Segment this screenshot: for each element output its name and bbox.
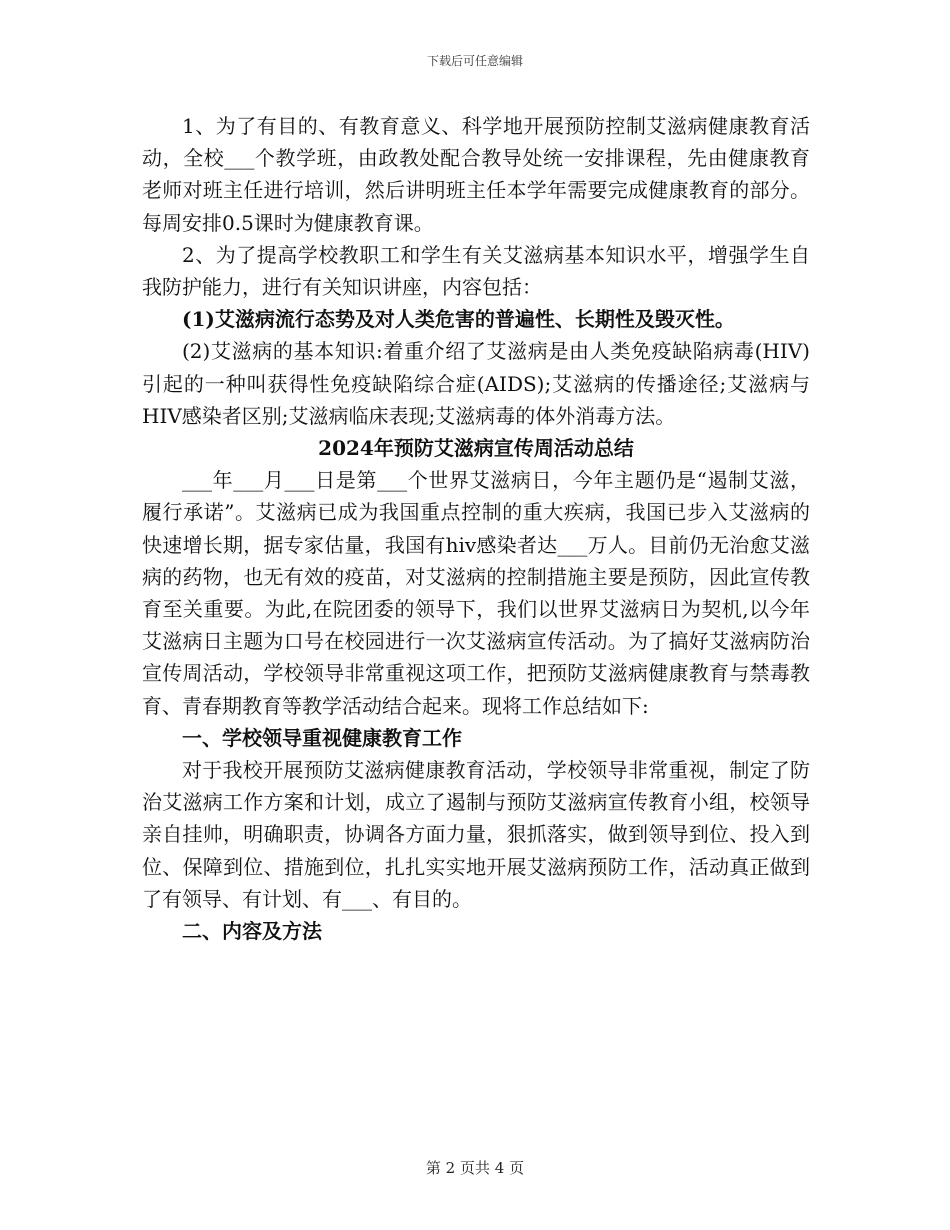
header-note: 下载后可任意编辑 <box>426 54 523 68</box>
paragraph-3-bold: (1)艾滋病流行态势及对人类危害的普遍性、长期性及毁灭性。 <box>182 307 735 332</box>
heading-2: 二、内容及方法 <box>182 919 322 944</box>
paragraph-4: (2)艾滋病的基本知识:着重介绍了艾滋病是由人类免疫缺陷病毒(HIV)引起的一种叫获得性免疫缺陷综合症(AIDS);艾滋病的传播途径;艾滋病与HIV感染者区别;艾滋病临床表现;艾滋病毒的体外消毒方法。 <box>142 339 810 428</box>
page-number: 第 2 页共 4 页 <box>425 1159 525 1177</box>
heading-1: 一、学校领导重视健康教育工作 <box>182 725 462 750</box>
paragraph-6: 对于我校开展预防艾滋病健康教育活动，学校领导非常重视，制定了防治艾滋病工作方案和计划，成立了遏制与预防艾滋病宣传教育小组，校领导亲自挂帅，明确职责，协调各方面力量，狠抓落实，做到领导到位、投入到位、保障到位、措施到位，扎扎实实地开展艾滋病预防工作，活动真正做到了有领导、有计划、有___、有目的。 <box>142 758 810 911</box>
paragraph-2: 2、为了提高学校教职工和学生有关艾滋病基本知识水平，增强学生自我防护能力，进行有关知识讲座，内容包括： <box>142 242 810 300</box>
document-body <box>142 110 810 947</box>
paragraph-1: 1、为了有目的、有教育意义、科学地开展预防控制艾滋病健康教育活动，全校___个教学班，由政教处配合教导处统一安排课程，先由健康教育老师对班主任进行培训，然后讲明班主任本学年需要完成健康教育的部分。每周安排0.5课时为健康教育课。 <box>142 114 810 235</box>
paragraph-5: ___年___月___日是第___个世界艾滋病日，今年主题仍是“遏制艾滋，履行承诺”。艾滋病已成为我国重点控制的重大疾病，我国已步入艾滋病的快速增长期，据专家估量，我国有hiv感染者达___万人。目前仍无治愈艾滋病的药物，也无有效的疫苗，对艾滋病的控制措施主要是预防，因此宣传教育至关重要。为此,在院团委的领导下，我们以世界艾滋病日为契机,以今年艾滋病日主题为口号在校园进行一次艾滋病宣传活动。为了搞好艾滋病防治宣传周活动，学校领导非常重视这项工作，把预防艾滋病健康教育与禁毒教育、青春期教育等教学活动结合起来。现将工作总结如下: <box>142 468 810 718</box>
section-title: 2024年预防艾滋病宣传周活动总结 <box>318 436 634 461</box>
